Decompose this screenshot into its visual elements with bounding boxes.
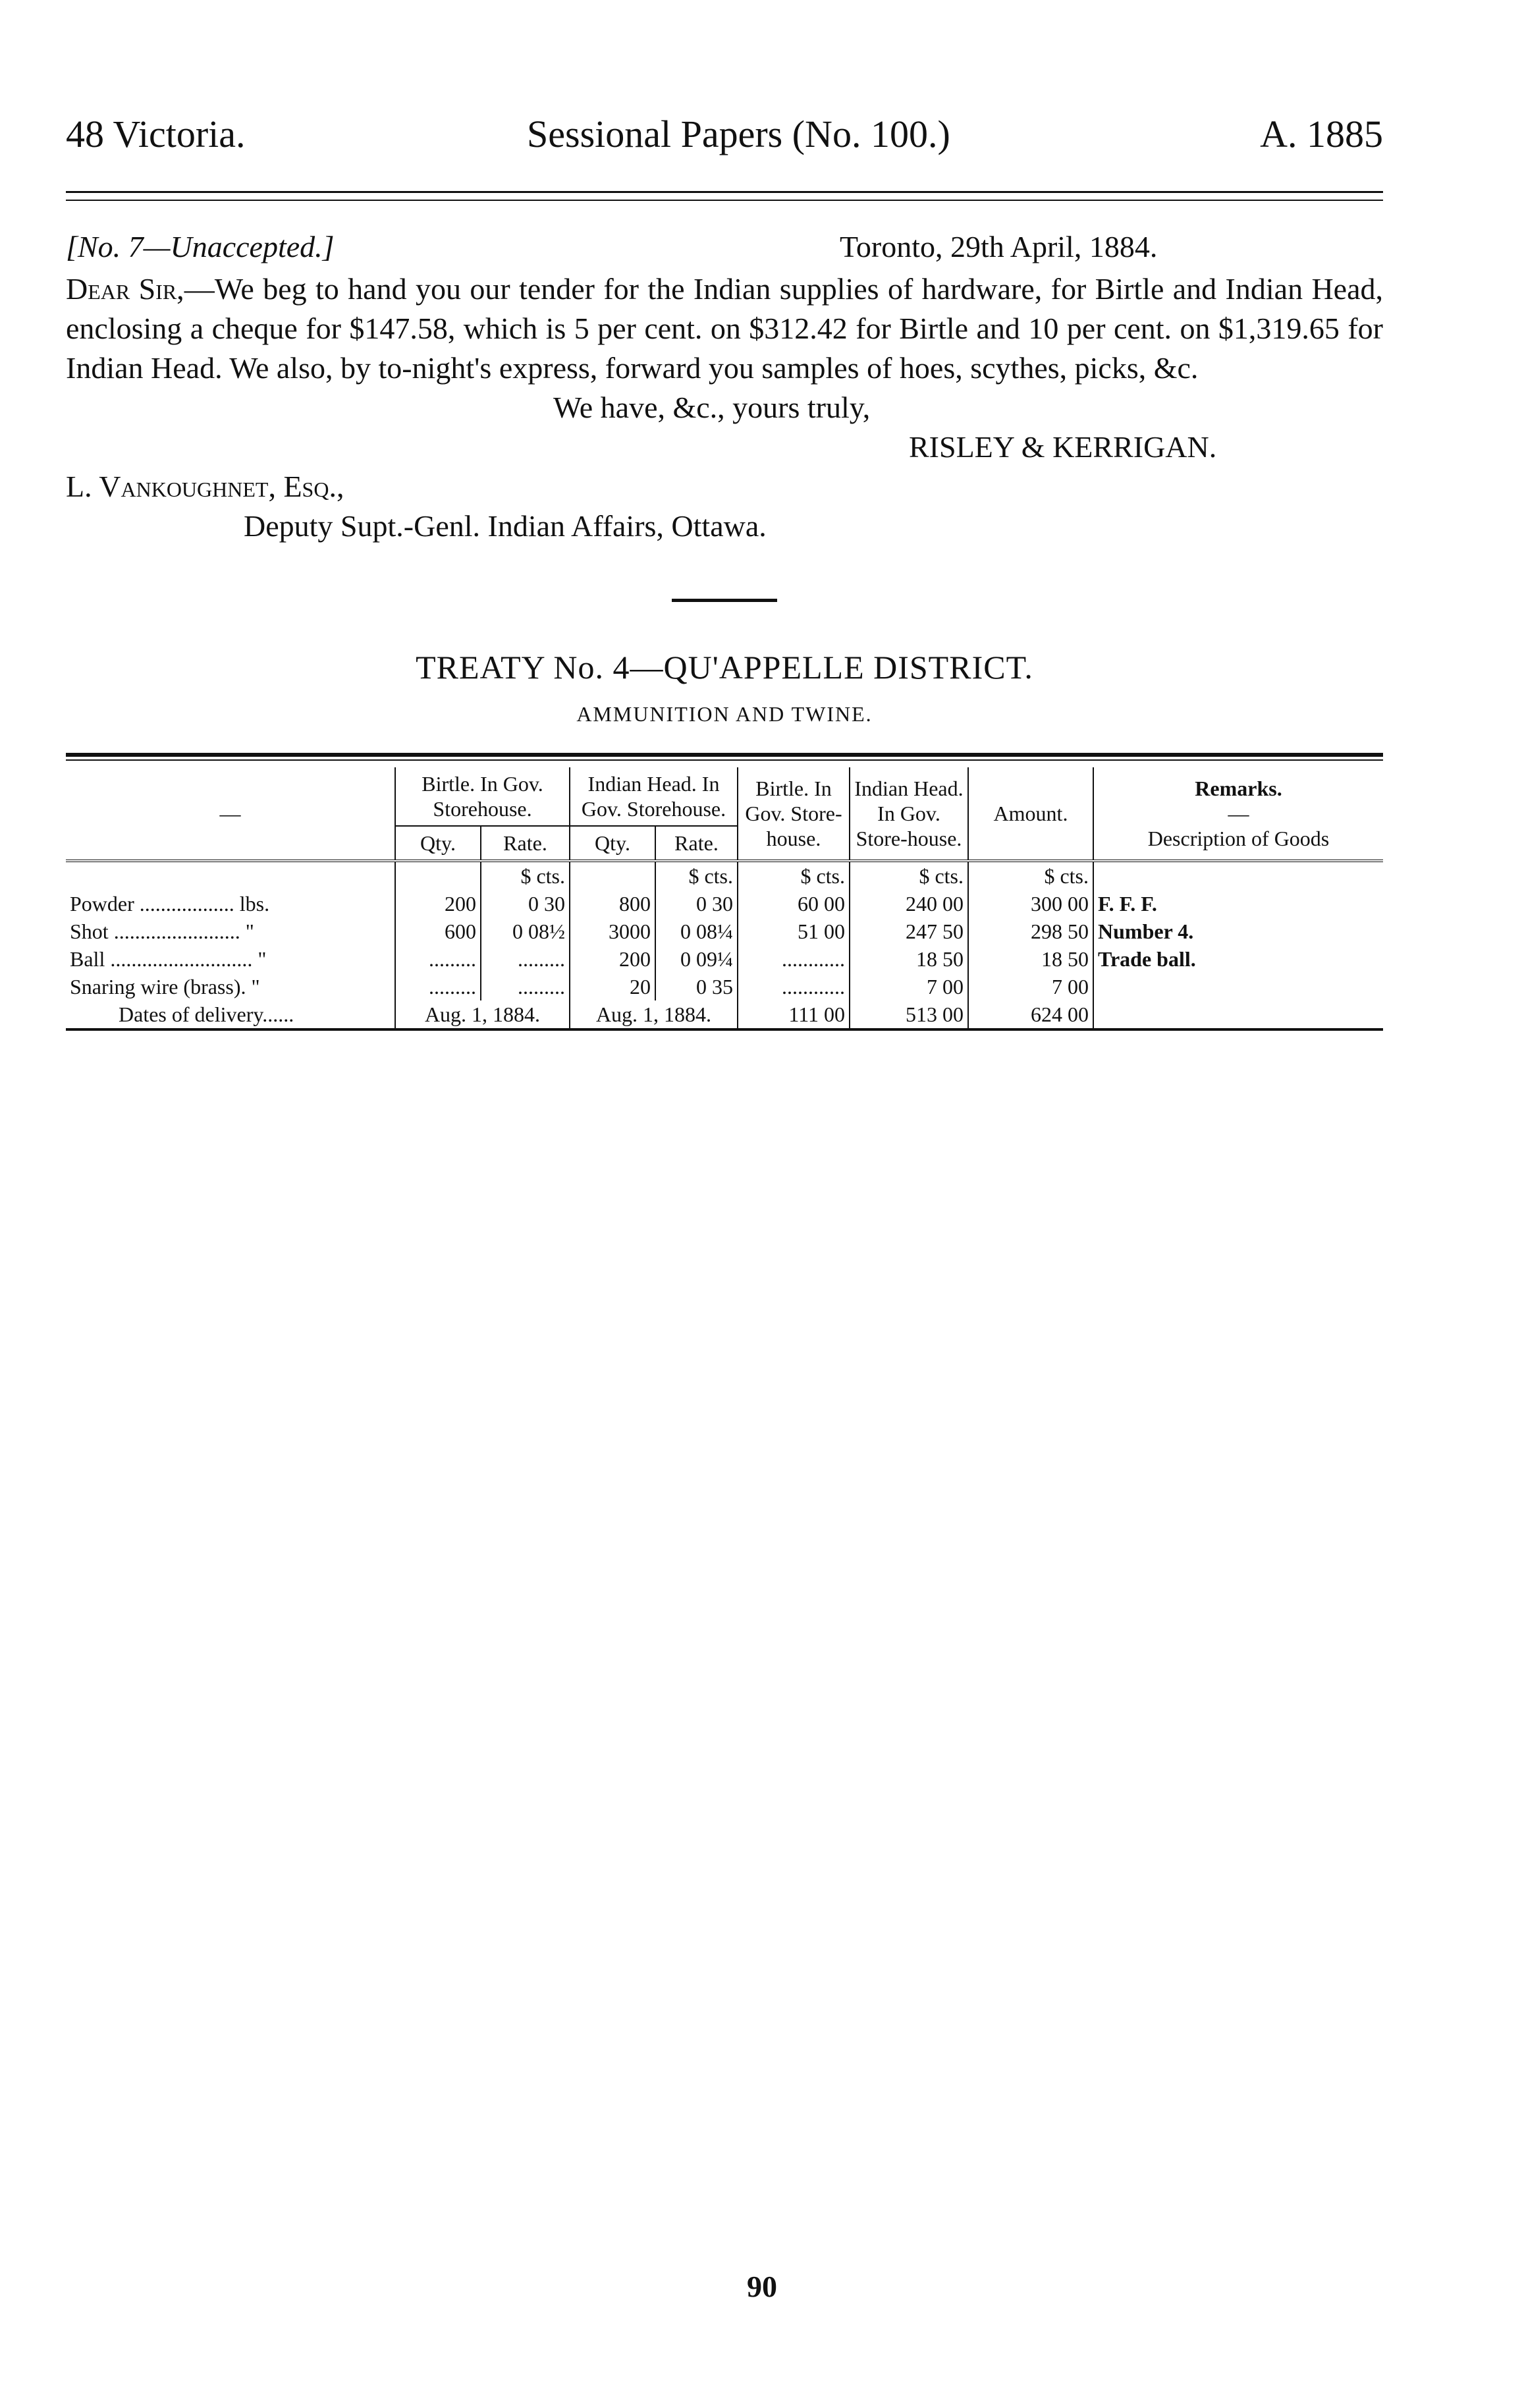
row-remarks	[1093, 973, 1383, 1000]
row-remarks: Trade ball.	[1093, 945, 1383, 973]
row-remarks: Number 4.	[1093, 917, 1383, 945]
row-ih-store: 18 50	[850, 945, 968, 973]
header-amount: Amount.	[968, 767, 1093, 861]
header-center: Sessional Papers (No. 100.)	[527, 113, 950, 155]
row-unit: lbs.	[239, 892, 270, 916]
row-unit: "	[245, 919, 254, 943]
header-birtle-rate: Rate.	[481, 826, 570, 861]
row-ih-qty: 200	[570, 945, 655, 973]
row-birtle-store: ............	[738, 973, 850, 1000]
header-remarks-cell	[1093, 767, 1383, 861]
letter-closing: We have, &c., yours truly,	[553, 391, 871, 424]
row-birtle-rate: .........	[481, 945, 570, 973]
letter-addressee: L. Vankoughnet, Esq.,	[66, 470, 344, 503]
table-subtitle: AMMUNITION AND TWINE.	[576, 702, 873, 726]
currency-ih-store: $ cts.	[850, 861, 968, 890]
row-ih-qty: 20	[570, 973, 655, 1000]
row-ih-store: 247 50	[850, 917, 968, 945]
header-description: Description of Goods	[1147, 827, 1330, 850]
dates-label: Dates of delivery......	[119, 1002, 294, 1026]
row-ih-qty: 800	[570, 890, 655, 917]
header-birtle-gov: Birtle. In Gov. Storehouse.	[395, 767, 570, 826]
row-birtle-qty: .........	[395, 945, 481, 973]
row-birtle-qty: 200	[395, 890, 481, 917]
running-header	[66, 112, 1383, 171]
row-item: Powder	[70, 892, 134, 916]
table-row	[66, 917, 1383, 945]
row-item: Snaring wire (brass).	[70, 975, 246, 999]
row-birtle-store: 60 00	[738, 890, 850, 917]
table-row	[66, 973, 1383, 1000]
currency-birtle-rate: $ cts.	[481, 861, 570, 890]
row-item-cell	[66, 973, 395, 1000]
letter-number: [No. 7—Unaccepted.]	[66, 230, 335, 263]
row-item: Ball	[70, 947, 105, 971]
row-amount: 7 00	[968, 973, 1093, 1000]
row-birtle-rate: 0 08½	[481, 917, 570, 945]
table-bottom-rule-row	[66, 1029, 1383, 1031]
row-item: Shot	[70, 919, 109, 943]
currency-birtle-store: $ cts.	[738, 861, 850, 890]
document-page	[66, 112, 1383, 1031]
letter-place-date: Toronto, 29th April, 1884.	[840, 230, 1158, 263]
table-top-rule	[66, 753, 1383, 761]
row-amount: 300 00	[968, 890, 1093, 917]
total-birtle-store: 111 00	[738, 1000, 850, 1029]
row-unit: "	[251, 975, 260, 999]
letter-heading	[66, 227, 1383, 269]
dates-of-delivery-row	[66, 1000, 1383, 1029]
letter-body	[66, 269, 1383, 388]
header-ih-qty: Qty.	[570, 826, 655, 861]
row-birtle-qty: 600	[395, 917, 481, 945]
header-birtle-qty: Qty.	[395, 826, 481, 861]
total-ih-store: 513 00	[850, 1000, 968, 1029]
dates-birtle: Aug. 1, 1884.	[395, 1000, 570, 1029]
header-left: 48 Victoria.	[66, 113, 246, 155]
header-ih-rate: Rate.	[655, 826, 738, 861]
row-ih-rate: 0 09¼	[655, 945, 738, 973]
row-ih-store: 240 00	[850, 890, 968, 917]
header-indian-head-gov: Indian Head. In Gov. Storehouse.	[570, 767, 738, 826]
row-ih-rate: 0 30	[655, 890, 738, 917]
currency-amount: $ cts.	[968, 861, 1093, 890]
row-birtle-qty: .........	[395, 973, 481, 1000]
header-rule	[66, 191, 1383, 201]
page-number: 90	[747, 2270, 777, 2303]
row-amount: 18 50	[968, 945, 1093, 973]
row-item-cell: Ball ........................... "	[70, 947, 267, 971]
row-remarks: F. F. F.	[1093, 890, 1383, 917]
row-birtle-rate: .........	[481, 973, 570, 1000]
header-remarks: Remarks.	[1195, 777, 1282, 800]
dates-indian-head: Aug. 1, 1884.	[570, 1000, 738, 1029]
total-amount: 624 00	[968, 1000, 1093, 1029]
header-birtle-store: Birtle. In Gov. Store-house.	[738, 767, 850, 861]
row-item-cell: Shot ........................ "	[70, 919, 254, 943]
supplies-table	[66, 767, 1383, 1031]
header-indian-head-store: Indian Head. In Gov. Store-house.	[850, 767, 968, 861]
tender-letter	[66, 227, 1383, 546]
header-remarks-dash: —	[1228, 802, 1249, 825]
table-row	[66, 945, 1383, 973]
row-ih-rate: 0 08¼	[655, 917, 738, 945]
table-row	[66, 890, 1383, 917]
row-birtle-store: 51 00	[738, 917, 850, 945]
row-amount: 298 50	[968, 917, 1093, 945]
row-birtle-rate: 0 30	[481, 890, 570, 917]
row-ih-rate: 0 35	[655, 973, 738, 1000]
currency-ih-rate: $ cts.	[655, 861, 738, 890]
header-right: A. 1885	[1260, 113, 1383, 155]
row-birtle-store: ............	[738, 945, 850, 973]
table-title: TREATY No. 4—QU'APPELLE DISTRICT.	[416, 649, 1033, 686]
row-item-cell: Powder .................. lbs.	[70, 892, 270, 916]
row-unit: "	[258, 947, 267, 971]
letter-body-text: —We beg to hand you our tender for the Indian supplies of hardware, for Birtle and Indian Head, enclosing a cheque for $147.58, which is 5 per cent. on $312.42 for Birtle and 10 per cent. on $1,319.65 for Indian Head. We also, by to-night's express, forward you samples of hoes, scythes, picks, &c.	[66, 272, 1383, 385]
letter-salutation: Dear Sir,	[66, 272, 184, 306]
currency-row	[66, 861, 1383, 890]
letter-addressee-title: Deputy Supt.-Genl. Indian Affairs, Ottawa.	[244, 509, 767, 543]
letter-signature: RISLEY & KERRIGAN.	[909, 430, 1217, 464]
header-blank: —	[66, 767, 395, 861]
row-ih-store: 7 00	[850, 973, 968, 1000]
row-ih-qty: 3000	[570, 917, 655, 945]
section-divider	[672, 599, 777, 602]
